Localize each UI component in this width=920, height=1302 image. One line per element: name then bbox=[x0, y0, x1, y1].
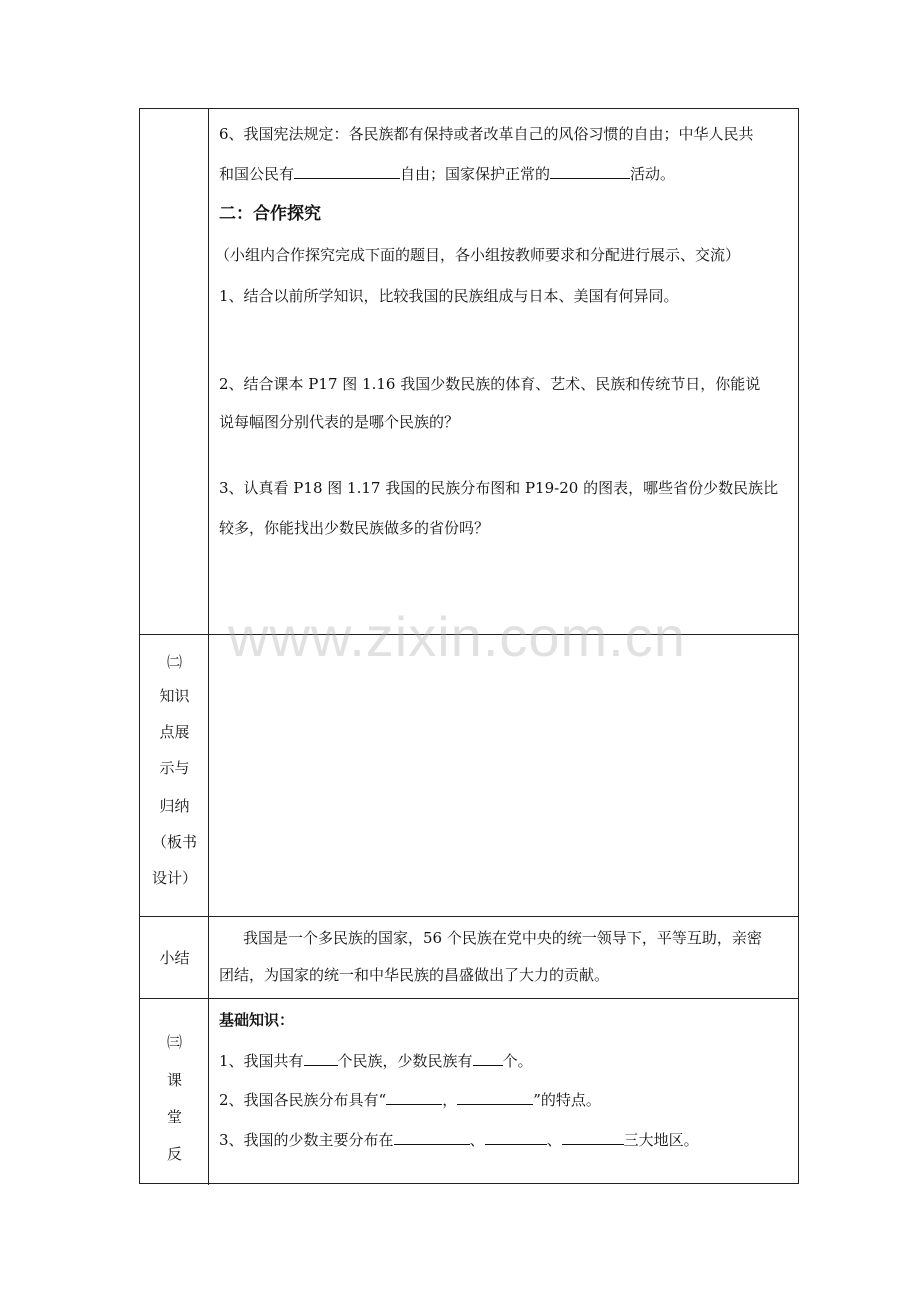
question-6-line-2 bbox=[219, 164, 675, 183]
section-title: 二：合作探究 bbox=[219, 204, 321, 224]
row-label-line: 示与 bbox=[159, 759, 190, 777]
instruction-text: （小组内合作探究完成下面的题目，各小组按教师要求和分配进行展示、交流） bbox=[215, 246, 741, 264]
row-label-line: 知识 bbox=[159, 687, 190, 705]
inquiry-item-2-line-2: 说每幅图分别代表的是哪个民族的？ bbox=[219, 413, 460, 431]
summary-line-1: 我国是一个多民族的国家，56 个民族在党中央的统一领导下，平等互助，亲密 bbox=[243, 929, 762, 947]
q6-text-c: 活动。 bbox=[630, 165, 676, 183]
inquiry-item-1: 1、结合以前所学知识，比较我国的民族组成与日本、美国有何异同。 bbox=[219, 287, 679, 305]
summary-label: 小结 bbox=[159, 949, 190, 967]
fill-blank[interactable] bbox=[485, 1130, 547, 1145]
q2-text-b: ， bbox=[442, 1091, 458, 1109]
q1-text-a: 1、我国共有 bbox=[219, 1052, 304, 1070]
q3-text-d: 三大地区。 bbox=[623, 1131, 699, 1149]
row-content-cell bbox=[210, 999, 798, 1185]
q3-text-c: 、 bbox=[546, 1131, 562, 1149]
fill-blank[interactable] bbox=[386, 1090, 442, 1105]
fill-blank[interactable] bbox=[294, 164, 400, 179]
fill-blank[interactable] bbox=[550, 164, 630, 179]
fill-blank[interactable] bbox=[457, 1090, 533, 1105]
fill-blank[interactable] bbox=[562, 1130, 624, 1145]
table-row-knowledge-summary bbox=[140, 635, 798, 917]
q1-text-c: 个。 bbox=[502, 1052, 533, 1070]
table-row-summary bbox=[140, 917, 798, 999]
q6-text-a: 和国公民有 bbox=[219, 165, 295, 183]
inquiry-item-3-line-2: 较多，你能找出少数民族做多的省份吗？ bbox=[219, 519, 490, 537]
q3-text-a: 3、我国的少数主要分布在 bbox=[219, 1131, 394, 1149]
q1-text-b: 个民族，少数民族有 bbox=[337, 1052, 473, 1070]
q2-text-a: 2、我国各民族分布具有“ bbox=[219, 1091, 387, 1109]
row-label-cell bbox=[140, 635, 209, 916]
q6-text-b: 自由；国家保护正常的 bbox=[400, 165, 551, 183]
table-row-classroom-feedback bbox=[140, 999, 798, 1185]
q3-text-b: 、 bbox=[469, 1131, 485, 1149]
row-label-line: （板书 bbox=[151, 833, 197, 851]
inquiry-item-2-line-1: 2、结合课本 P17 图 1.16 我国少数民族的体育、艺术、民族和传统节日，你能说 bbox=[219, 375, 761, 393]
row-label-line: ㈡ bbox=[166, 653, 182, 671]
row-content-cell bbox=[210, 917, 798, 998]
row-label-line: 堂 bbox=[166, 1108, 182, 1126]
q2-text-c: ”的特点。 bbox=[533, 1091, 601, 1109]
review-question-1 bbox=[219, 1051, 533, 1070]
watermark: www.zixin.com.cn bbox=[228, 605, 686, 668]
row-label-line: 课 bbox=[166, 1071, 182, 1089]
fill-blank[interactable] bbox=[304, 1051, 338, 1066]
row-content-cell bbox=[210, 109, 798, 634]
question-6-line-1: 6、我国宪法规定：各民族都有保持或者改革自己的风俗习惯的自由；中华人民共 bbox=[219, 125, 754, 143]
row-label-cell bbox=[140, 109, 209, 634]
row-label-cell bbox=[140, 999, 209, 1185]
row-label-line: 反 bbox=[166, 1145, 182, 1163]
row-label-line: 设计） bbox=[151, 869, 197, 887]
row-label-cell bbox=[140, 917, 209, 998]
board-design-area[interactable] bbox=[210, 635, 798, 916]
summary-line-2: 团结，为国家的统一和中华民族的昌盛做出了大力的贡献。 bbox=[219, 966, 610, 984]
basic-knowledge-title: 基础知识： bbox=[219, 1011, 295, 1029]
review-question-2 bbox=[219, 1090, 601, 1109]
fill-blank[interactable] bbox=[473, 1051, 503, 1066]
row-label-line: ㈢ bbox=[166, 1033, 182, 1051]
fill-blank[interactable] bbox=[394, 1130, 470, 1145]
table-row-cooperative-inquiry bbox=[140, 109, 798, 635]
inquiry-item-3-line-1: 3、认真看 P18 图 1.17 我国的民族分布图和 P19-20 的图表，哪些省份少数民族比 bbox=[219, 479, 779, 497]
row-label-line: 归纳 bbox=[159, 797, 190, 815]
row-label-line: 点展 bbox=[159, 723, 190, 741]
review-question-3 bbox=[219, 1130, 699, 1149]
